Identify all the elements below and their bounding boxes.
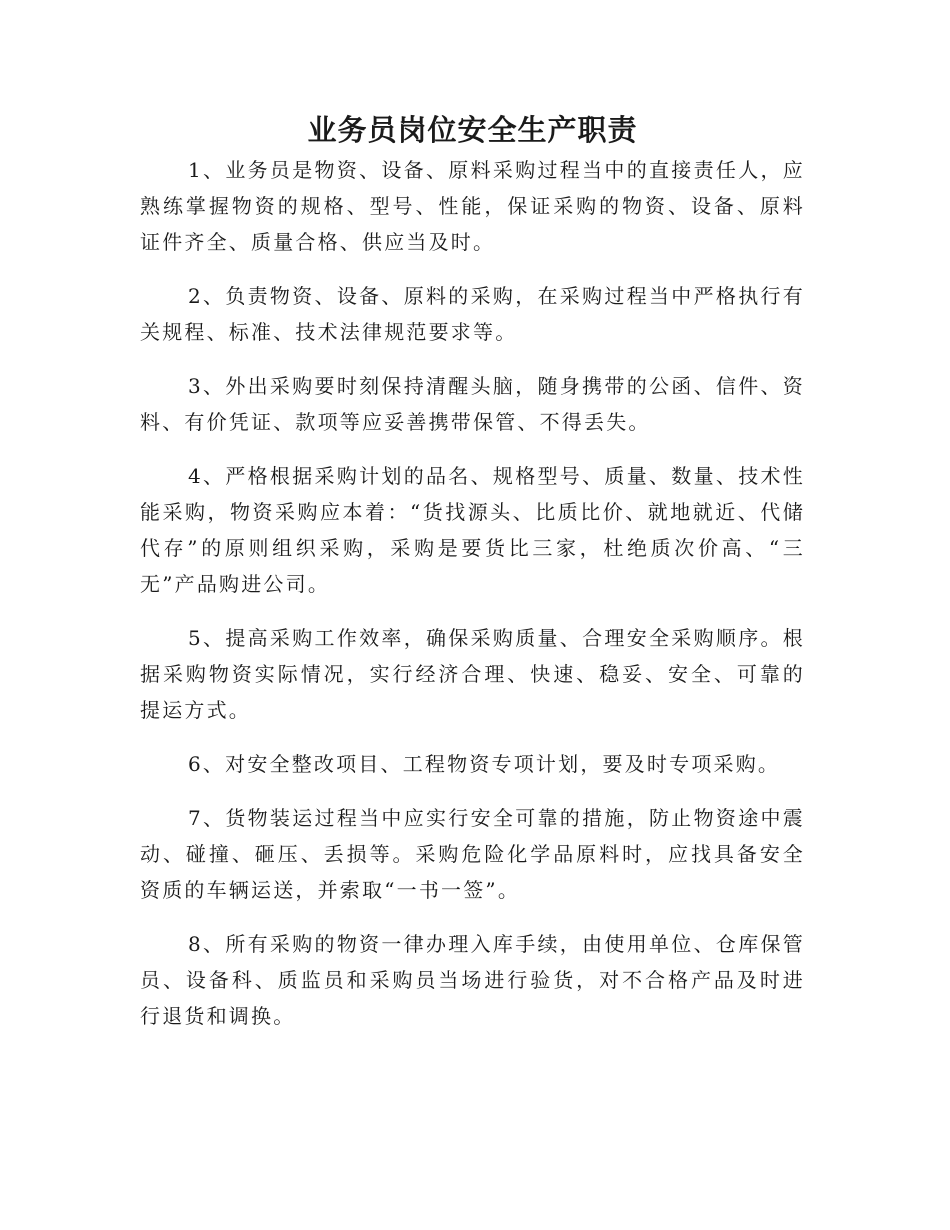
paragraph-6: 6、对安全整改项目、工程物资专项计划，要及时专项采购。 xyxy=(188,752,781,776)
document-page xyxy=(140,110,805,1052)
document-title: 业务员岗位安全生产职责 xyxy=(307,113,638,147)
paragraph-7: 7、货物装运过程当中应实行安全可靠的措施，防止物资途中震动、碰撞、砸压、丢损等。采购危险化学品原料时，应找具备安全资质的车辆运送，并索取“一书一签”。 xyxy=(140,806,805,902)
paragraph-3: 3、外出采购要时刻保持清醒头脑，随身携带的公函、信件、资料、有价凭证、款项等应妥善携带保管、不得丢失。 xyxy=(140,374,805,434)
paragraph-8: 8、所有采购的物资一律办理入库手续，由使用单位、仓库保管员、设备科、质监员和采购员当场进行验货，对不合格产品及时进行退货和调换。 xyxy=(140,932,805,1028)
paragraph-5: 5、提高采购工作效率，确保采购质量、合理安全采购顺序。根据采购物资实际情况，实行经济合理、快速、稳妥、安全、可靠的提运方式。 xyxy=(140,626,805,722)
paragraph-1: 1、业务员是物资、设备、原料采购过程当中的直接责任人，应熟练掌握物资的规格、型号、性能，保证采购的物资、设备、原料证件齐全、质量合格、供应当及时。 xyxy=(140,158,805,254)
paragraph-2: 2、负责物资、设备、原料的采购，在采购过程当中严格执行有关规程、标准、技术法律规范要求等。 xyxy=(140,284,805,344)
paragraph-4: 4、严格根据采购计划的品名、规格型号、质量、数量、技术性能采购，物资采购应本着：“货找源头、比质比价、就地就近、代储代存”的原则组织采购，采购是要货比三家，杜绝质次价高、“三无”产品购进公司。 xyxy=(140,464,805,596)
